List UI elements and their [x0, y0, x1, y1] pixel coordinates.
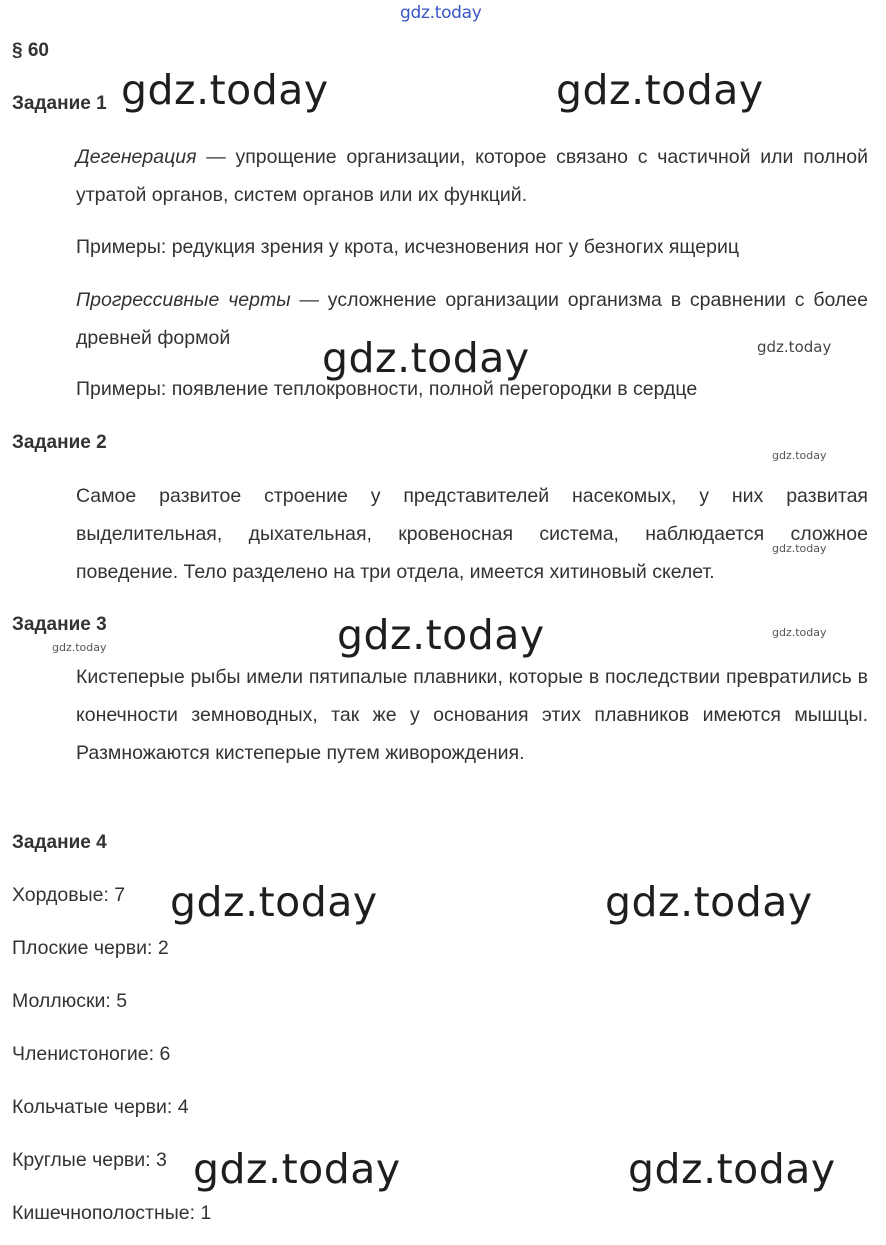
task-2-text: Самое развитое строение у представителей насекомых, у них развитая выделительная, дыхательная, кровеносная система, наблюдается сложное поведение. Тело разделено на три отдела, имеется хитиновый скелет. [76, 485, 868, 583]
watermark: gdz.today [322, 334, 530, 382]
term-progressive: Прогрессивные черты [76, 289, 291, 311]
definition-degeneration: — упрощение организации, которое связано с частичной или полной утратой органов, систем органов или их функций. [76, 146, 868, 206]
task-1-examples-1: Примеры: редукция зрения у крота, исчезновения ног у безногих ящериц [76, 236, 739, 258]
task-2-heading: Задание 2 [12, 432, 107, 453]
watermark: gdz.today [121, 66, 329, 114]
watermark: gdz.today [605, 878, 813, 926]
watermark: gdz.today [193, 1145, 401, 1193]
list-item-roundworms: Круглые черви: 3 [12, 1149, 167, 1171]
watermark: gdz.today [772, 449, 827, 462]
watermark: gdz.today [556, 66, 764, 114]
list-item-arthropoda: Членистоногие: 6 [12, 1043, 171, 1065]
term-degeneration: Дегенерация [76, 146, 197, 168]
task-1-examples-2: Примеры: появление теплокровности, полной перегородки в сердце [76, 378, 698, 400]
task-1-definition-degeneration [76, 138, 868, 214]
list-item-annelida: Кольчатые черви: 4 [12, 1096, 189, 1118]
list-item-cnidaria: Кишечнополостные: 1 [12, 1202, 212, 1224]
site-link[interactable]: gdz.today [400, 3, 482, 23]
watermark: gdz.today [337, 611, 545, 659]
definition-progressive: — усложнение организации организма в сравнении с более древней формой [76, 289, 868, 349]
section-title: § 60 [12, 40, 49, 61]
list-item-flatworms: Плоские черви: 2 [12, 937, 169, 959]
watermark: gdz.today [170, 878, 378, 926]
task-3-text: Кистеперые рыбы имели пятипалые плавники, которые в последствии превратились в конечности земноводных, так же у основания этих плавников имеются мышцы. Размножаются кистеперые путем живорождения. [76, 666, 868, 764]
task-4-heading: Задание 4 [12, 832, 107, 853]
watermark: gdz.today [52, 641, 107, 654]
task-3-heading: Задание 3 [12, 614, 107, 635]
watermark: gdz.today [628, 1145, 836, 1193]
watermark: gdz.today [757, 338, 832, 356]
watermark: gdz.today [772, 626, 827, 639]
list-item-chordata: Хордовые: 7 [12, 884, 126, 906]
list-item-mollusca: Моллюски: 5 [12, 990, 128, 1012]
task-1-heading: Задание 1 [12, 93, 107, 114]
watermark: gdz.today [772, 542, 827, 555]
